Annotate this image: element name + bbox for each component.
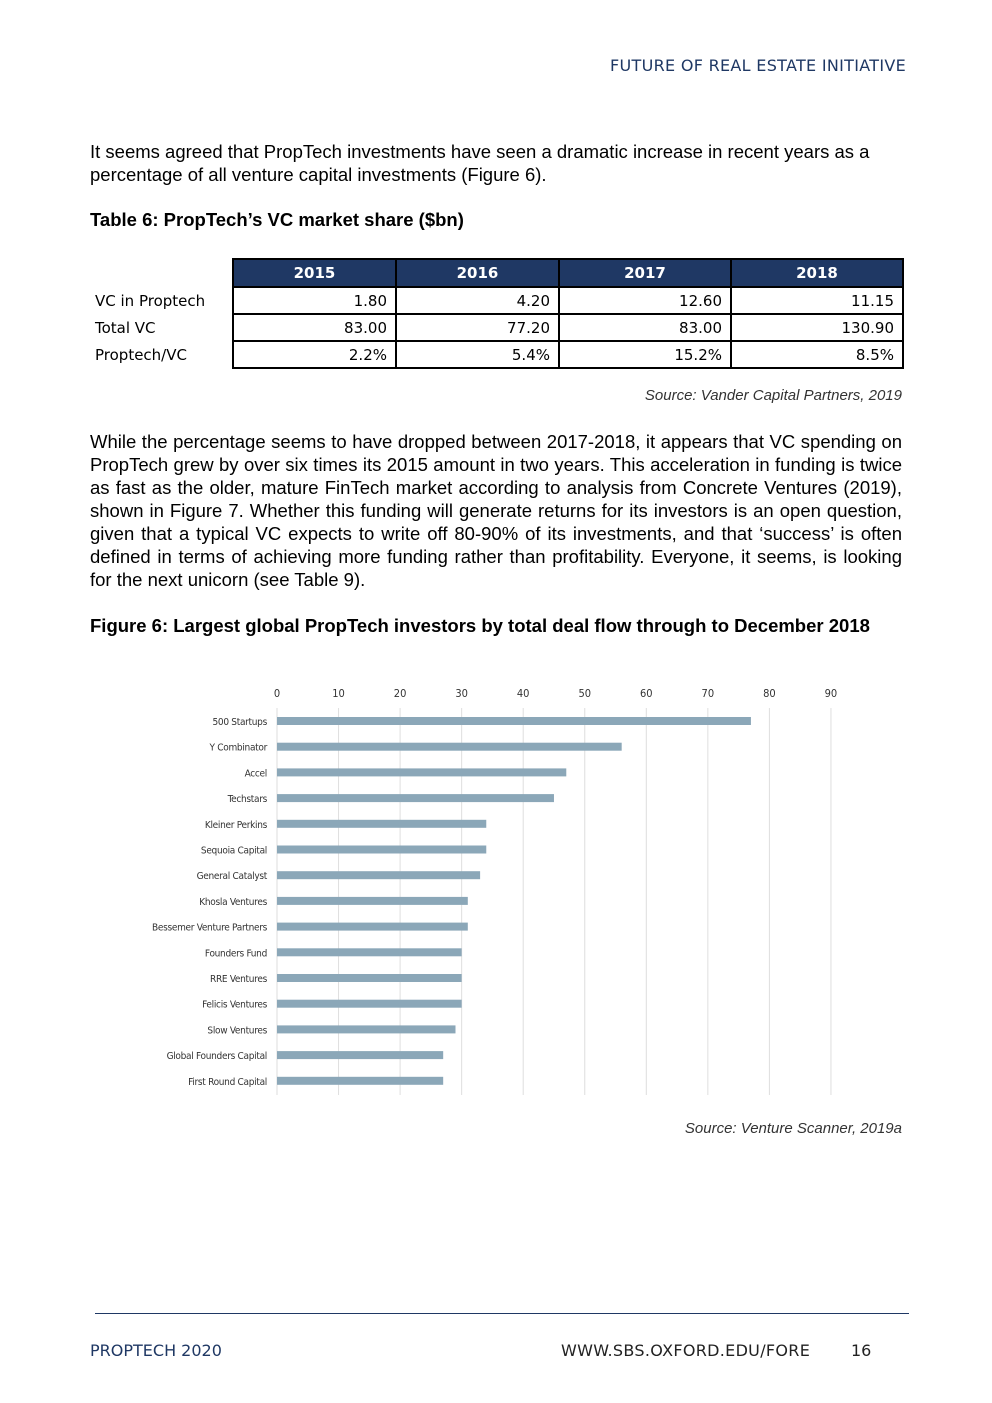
bar [277, 768, 566, 776]
bar [277, 974, 462, 982]
table-col-header: 2015 [233, 259, 396, 287]
table-row-label: Proptech/VC [95, 345, 187, 364]
bar [277, 717, 751, 725]
page-number: 16 [851, 1341, 872, 1360]
table-cell: 15.2% [559, 341, 731, 368]
table-cell: 5.4% [396, 341, 559, 368]
x-tick-label: 0 [273, 687, 281, 700]
bar [277, 1000, 462, 1008]
bar [277, 820, 486, 828]
table-cell: 83.00 [559, 314, 731, 341]
category-label: Khosla Ventures [199, 896, 267, 908]
x-tick-label: 80 [763, 687, 776, 700]
footer-url-link[interactable]: WWW.SBS.OXFORD.EDU/FORE [561, 1341, 811, 1360]
table-cell: 83.00 [233, 314, 396, 341]
figure-caption: Figure 6: Largest global PropTech investors by total deal flow through to December 2018 [90, 615, 870, 636]
table-corner-cell [90, 259, 233, 287]
bar [277, 1051, 443, 1059]
table-cell: 12.60 [559, 287, 731, 314]
bar [277, 1077, 443, 1085]
category-label: 500 Startups [212, 717, 267, 728]
x-tick-label: 60 [640, 687, 653, 700]
bar [277, 846, 486, 854]
category-label: Kleiner Perkins [204, 819, 267, 831]
bar [277, 948, 462, 956]
bar [277, 743, 622, 751]
x-tick-label: 10 [332, 687, 345, 700]
category-label: Global Founders Capital [166, 1051, 267, 1063]
table-row [90, 287, 903, 314]
x-tick-label: 50 [578, 687, 592, 700]
category-label: Slow Ventures [207, 1025, 267, 1037]
table-source: Source: Vander Capital Partners, 2019 [644, 387, 902, 404]
table-col-header: 2018 [731, 259, 903, 287]
table-row [90, 341, 903, 368]
x-tick-label: 30 [455, 687, 468, 700]
category-label: Felicis Ventures [202, 999, 267, 1011]
x-tick-label: 20 [393, 687, 407, 700]
table-cell: 77.20 [396, 314, 559, 341]
footer-divider [95, 1313, 909, 1314]
vc-market-share-table [90, 258, 904, 369]
table-row-label: VC in Proptech [95, 291, 206, 310]
table-cell: 8.5% [731, 341, 903, 368]
footer-publication: PROPTECH 2020 [90, 1341, 222, 1360]
category-label: Sequoia Capital [200, 845, 267, 857]
table-cell: 130.90 [731, 314, 903, 341]
table-col-header: 2017 [559, 259, 731, 287]
category-label: General Catalyst [196, 871, 267, 883]
bar [277, 1025, 455, 1033]
bar [277, 794, 554, 802]
table-row-label: Total VC [95, 318, 156, 337]
bar [277, 897, 468, 905]
table-cell: 2.2% [233, 341, 396, 368]
category-label: Founders Fund [204, 948, 267, 960]
category-label: First Round Capital [188, 1076, 267, 1088]
x-tick-label: 70 [701, 687, 715, 700]
x-tick-label: 40 [516, 687, 530, 700]
table-col-header: 2016 [396, 259, 559, 287]
bar [277, 923, 468, 931]
body-paragraph: While the percentage seems to have dropped between 2017-2018, it appears that VC spending on PropTech grew by over six times its 2015 amount in two years. This acceleration in funding is twice as fast as the older, mature FinTech market according to analysis from Concrete Ventures (2019), shown in Figure 7. Whether this funding will generate returns for its investors is an open question, given that a typical VC expects to write off 80-90% of its investments, and that ‘success’ is often defined in terms of achieving more funding rather than profitability. Everyone, it seems, is looking for the next unicorn (see Table 9). [90, 431, 902, 590]
header-initiative-title: FUTURE OF REAL ESTATE INITIATIVE [610, 56, 906, 75]
category-label: RRE Ventures [210, 974, 267, 985]
category-label: Bessemer Venture Partners [151, 922, 267, 934]
bar [277, 871, 480, 879]
table-caption: Table 6: PropTech’s VC market share ($bn) [90, 209, 464, 230]
investors-bar-chart [130, 680, 850, 1100]
intro-paragraph: It seems agreed that PropTech investments have seen a dramatic increase in recent years as a percentage of all venture capital investments (Figure 6). [90, 141, 870, 185]
table-header-row [90, 259, 903, 287]
figure-source: Source: Venture Scanner, 2019a [684, 1120, 902, 1137]
table-cell: 1.80 [233, 287, 396, 314]
category-label: Y Combinator [209, 742, 267, 754]
category-label: Accel [244, 768, 267, 780]
x-tick-label: 90 [824, 687, 838, 700]
category-label: Techstars [227, 794, 267, 806]
table-cell: 11.15 [731, 287, 903, 314]
table-cell: 4.20 [396, 287, 559, 314]
table-row [90, 314, 903, 341]
